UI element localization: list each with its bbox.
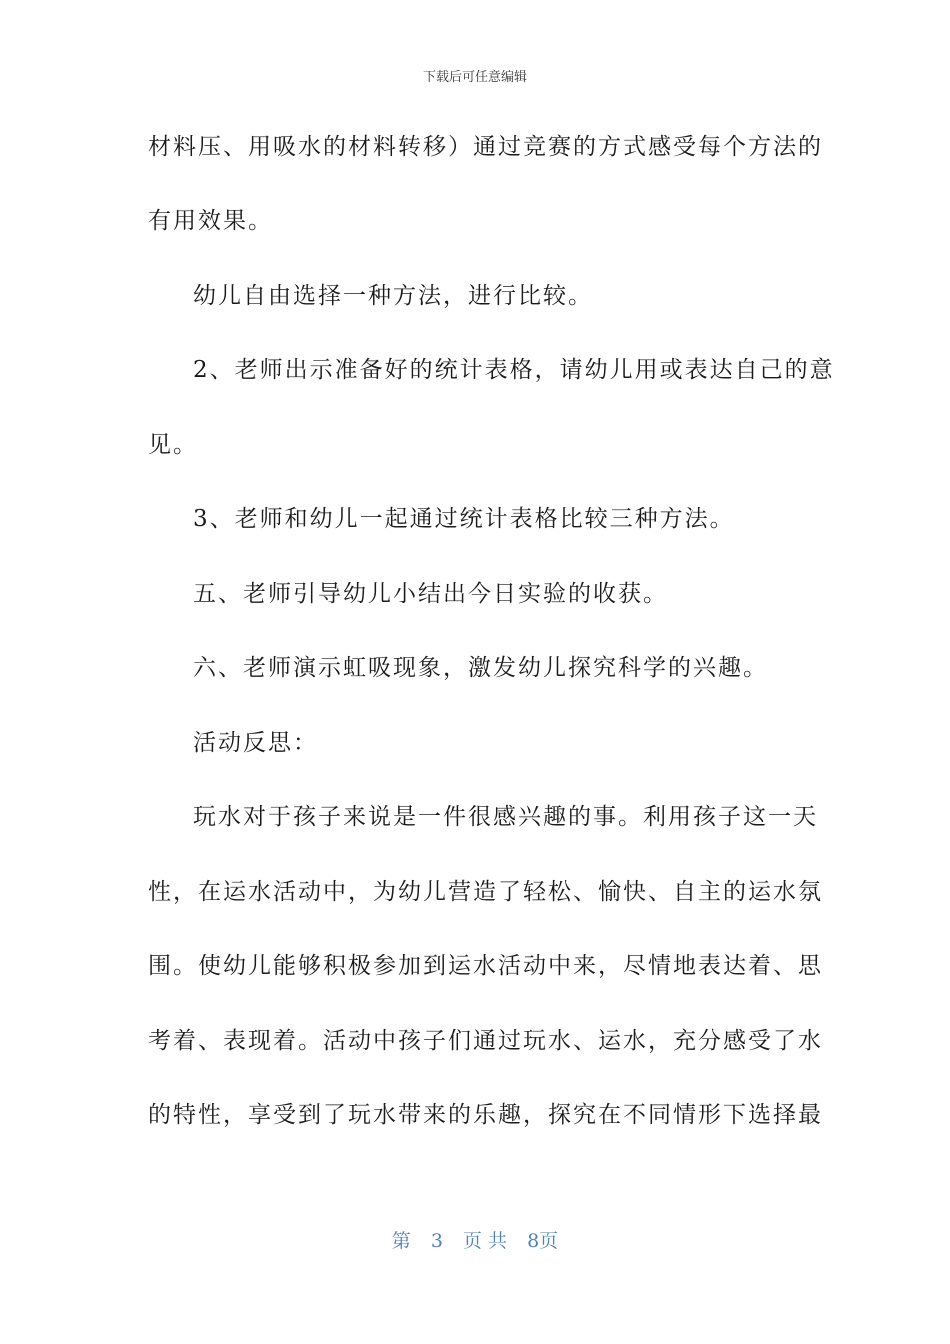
header-note: 下载后可任意编辑 [422,70,527,85]
text-line: 见。 [148,432,198,458]
text-line: 玩水对于孩子来说是一件很感兴趣的事。利用孩子这一天 [193,804,818,830]
total-pages: 8页 [527,1230,559,1252]
text-line: 2、老师出示准备好的统计表格，请幼儿用或表达自己的意 [193,357,835,383]
text-line: 围。使幼儿能够积极参加到运水活动中来，尽情地表达着、思 [148,953,823,979]
text-line: 考着、表现着。活动中孩子们通过玩水、运水，充分感受了水 [148,1028,823,1054]
current-page-number: 3 [430,1230,443,1252]
text-line: 性，在运水活动中，为幼儿营造了轻松、愉快、自主的运水氛 [148,879,823,905]
text-line: 材料压、用吸水的材料转移）通过竞赛的方式感受每个方法的 [148,134,823,160]
footer-middle: 页 共 [463,1230,508,1252]
page-footer [0,1226,950,1253]
text-line: 有用效果。 [148,208,273,234]
text-line: 3、老师和幼儿一起通过统计表格比较三种方法。 [193,506,735,532]
footer-prefix: 第 [391,1230,411,1252]
text-line: 六、老师演示虹吸现象，激发幼儿探究科学的兴趣。 [193,655,768,681]
section-heading: 活动反思： [193,730,318,756]
text-line: 的特性，享受到了玩水带来的乐趣，探究在不同情形下选择最 [148,1102,823,1128]
text-line: 幼儿自由选择一种方法，进行比较。 [193,283,593,309]
text-line: 五、老师引导幼儿小结出今日实验的收获。 [193,581,668,607]
